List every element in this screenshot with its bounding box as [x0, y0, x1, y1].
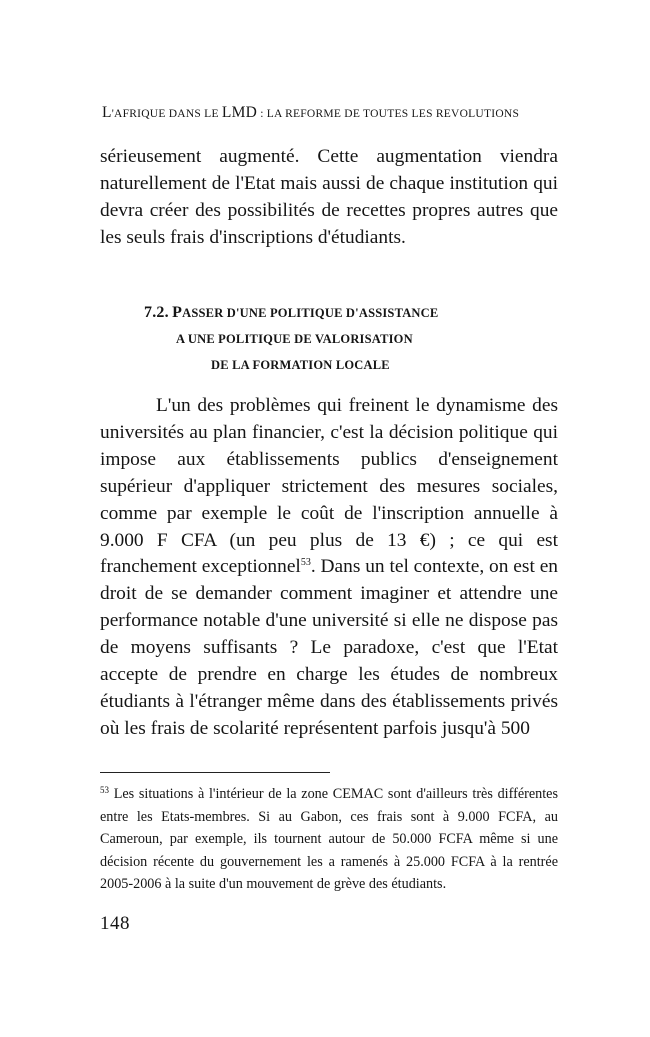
section-heading	[100, 300, 558, 378]
footnote	[100, 783, 558, 896]
footnote-number: 53	[100, 785, 109, 795]
book-page	[100, 0, 558, 1037]
header-lmd: LMD	[221, 104, 258, 121]
heading-line-3: DE LA FORMATION LOCALE	[211, 358, 390, 372]
footnote-reference: 53	[300, 557, 311, 569]
heading-line-1	[100, 300, 558, 326]
page-number: 148	[100, 913, 130, 934]
paragraph-main	[100, 393, 558, 743]
paragraph-continued: sérieusement augmenté. Cette augmentation viendra naturellement de l'Etat mais aussi de chaque institution qui devra créer des possibilités de recettes propres autres que les seuls frais d'inscriptions d'étudiants.	[100, 146, 558, 248]
section-number: 7.2.	[144, 304, 169, 321]
footnote-separator	[100, 772, 330, 773]
paragraph-main-text-1: L'un des problèmes qui freinent le dynamisme des universités au plan financier, c'est la décision politique qui impose aux établissements publics d'enseignement supérieur d'appliquer strictement des mesures sociales, comme par exemple le coût de l'inscription annuelle à 9.000 F CFA (un peu plus de 13 €) ; ce qui est franchement exceptionnel	[100, 395, 558, 578]
paragraph-main-text-2: . Dans un tel contexte, on est en droit de se demander comment imaginer et attendre une performance notable d'une université si elle ne dispose pas de moyens suffisants ? Le paradoxe, c'est que l'Etat accepte de prendre en charge les études de nombreux étudiants à l'étranger même dans des établissements privés où les frais de scolarité représentent parfois jusqu'à 500	[100, 556, 558, 739]
footnote-text: Les situations à l'intérieur de la zone CEMAC sont d'ailleurs très différentes entre les Etats-membres. Si au Gabon, ces frais sont à 9.000 FCFA, au Cameroun, par exemple, ils tournent autour de 50.000 FCFA même si une décision récente du gouvernement les a ramenés à 25.000 FCFA à la rentrée 2005-2006 à la suite d'un mouvement de grève des étudiants.	[100, 786, 558, 893]
header-text-part1: 'AFRIQUE DANS LE	[111, 108, 222, 120]
heading-line-1-text: ASSER D'UNE POLITIQUE D'ASSISTANCE	[182, 306, 439, 320]
header-initial: L	[102, 104, 112, 121]
heading-initial: P	[172, 304, 183, 321]
heading-line-2: A UNE POLITIQUE DE VALORISATION	[176, 332, 413, 346]
running-header	[102, 104, 558, 122]
header-text-part2: : LA REFORME DE TOUTES LES REVOLUTIONS	[257, 108, 520, 120]
